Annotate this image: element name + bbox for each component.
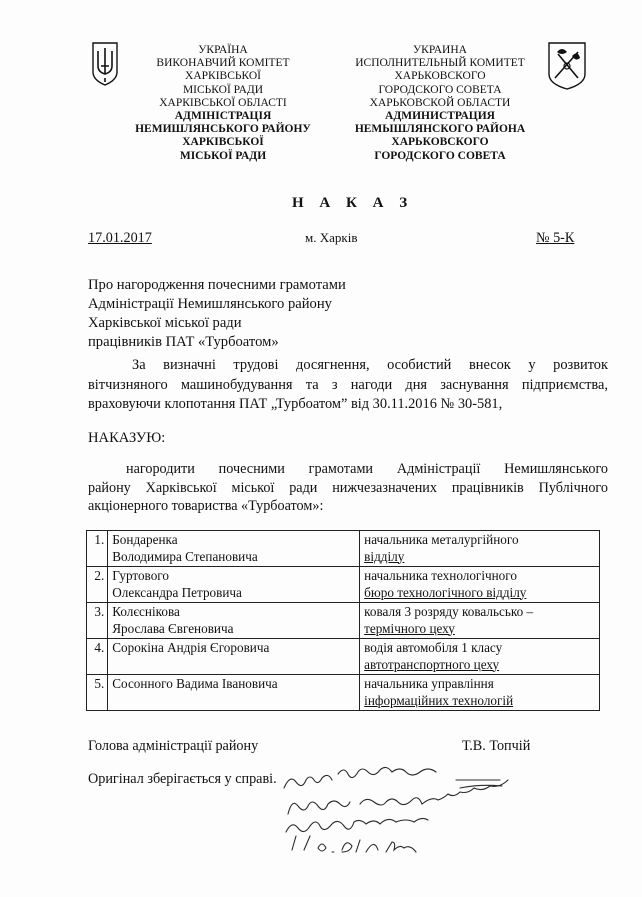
header-left-line: ВИКОНАВЧИЙ КОМІТЕТ (156, 57, 290, 70)
awardee-name: Сорокіна Андрія Єгоровича (108, 639, 360, 675)
preamble-line: враховуючи клопотання ПАТ „Турбоатом” від 30.11.2016 № 30-581, (88, 396, 503, 412)
header-left-bold-line: МІСЬКОЇ РАДИ (179, 149, 267, 162)
header-left-line: МІСЬКОЇ РАДИ (182, 83, 264, 96)
footer-note: Оригінал зберігається у справі. (88, 771, 277, 787)
subject-line: Харківської міської ради (88, 315, 242, 331)
order-word: НАКАЗУЮ: (88, 430, 166, 446)
awardee-position: коваля 3 розряду ковальсько – термічного цеху (360, 603, 600, 639)
row-number: 1. (87, 531, 108, 567)
header-right-line: ХАРЬКОВСКОГО (394, 70, 486, 83)
row-number: 2. (87, 567, 108, 603)
awardee-name: Сосонного Вадима Івановича (108, 675, 360, 711)
header-left-line: ХАРКІВСЬКОЇ (185, 70, 261, 83)
signature-role: Голова адміністрації району (88, 738, 259, 754)
header-right-line: ГОРОДСКОГО СОВЕТА (378, 83, 502, 96)
awardee-name: Бондаренка Володимира Степановича (108, 531, 360, 567)
table-row (87, 639, 600, 675)
row-number: 4. (87, 639, 108, 675)
row-number: 3. (87, 603, 108, 639)
preamble-line: За визначні трудові досягнення, особистий внесок у розвиток (132, 357, 608, 373)
subject-line: Адміністрації Немишлянського району (88, 296, 332, 312)
header-right-line: ИСПОЛНИТЕЛЬНЫЙ КОМИТЕТ (355, 57, 525, 70)
awardee-position: начальника технологічного бюро технологічного відділу (360, 567, 600, 603)
header-left-line: ХАРКІВСЬКОЇ ОБЛАСТІ (159, 96, 287, 109)
subject-line: Про нагородження почесними грамотами (88, 277, 346, 293)
directive (88, 460, 608, 516)
subject-line: працівників ПАТ «Турбоатом» (88, 334, 279, 350)
header-left (128, 44, 318, 163)
document-subject (88, 276, 346, 352)
preamble-line: вітчизняного машинобудування та з нагоди дня заснування підприємства, (88, 376, 608, 393)
awardee-name: Колєснікова Ярослава Євгеновича (108, 603, 360, 639)
handwritten-certification-signature (280, 762, 590, 862)
row-number: 5. (87, 675, 108, 711)
header-left-bold-line: ХАРКІВСЬКОЇ (182, 136, 264, 149)
header-right-bold-line: НЕМЫШЛЯНСКОГО РАЙОНА (354, 123, 526, 136)
awardee-position: начальника управління інформаційних технологій (360, 675, 600, 711)
document-place: м. Харків (305, 230, 358, 245)
awardees-table (86, 530, 600, 711)
directive-line: акціонерного товариства «Турбоатом»: (88, 498, 324, 514)
header-right-line: УКРАИНА (413, 44, 467, 56)
directive-line: нагородити почесними грамотами Адміністрації Немишлянського (126, 461, 608, 477)
table-row (87, 675, 600, 711)
signature-name: Т.В. Топчій (462, 738, 531, 754)
table-row (87, 603, 600, 639)
header-left-line: УКРАЇНА (198, 44, 248, 56)
kharkiv-coat-of-arms-icon (548, 42, 586, 90)
header-right-line: ХАРЬКОВСКОЙ ОБЛАСТИ (369, 96, 511, 109)
header-right (338, 44, 542, 163)
header-right-bold-line: АДМИНИСТРАЦИЯ (385, 110, 495, 123)
table-row (87, 531, 600, 567)
awardee-position: водія автомобіля 1 класу автотранспортного цеху (360, 639, 600, 675)
document-title: Н А К А З (292, 195, 414, 211)
awardee-position: начальника металургійного відділу (360, 531, 600, 567)
awardee-name: Гуртового Олександра Петровича (108, 567, 360, 603)
document-date: 17.01.2017 (88, 230, 152, 246)
header-left-bold-line: АДМІНІСТРАЦІЯ (174, 110, 272, 123)
preamble (88, 356, 608, 415)
header-right-bold-line: ХАРЬКОВСКОГО (391, 136, 489, 149)
header-left-bold-line: НЕМИШЛЯНСЬКОГО РАЙОНУ (135, 123, 311, 136)
document-number: № 5-К (536, 230, 575, 246)
trident-emblem (92, 42, 118, 86)
table-row (87, 567, 600, 603)
header-right-bold-line: ГОРОДСКОГО СОВЕТА (374, 149, 506, 162)
directive-line: району Харківської міської ради нижчезазначених працівників Публічного (88, 479, 608, 496)
